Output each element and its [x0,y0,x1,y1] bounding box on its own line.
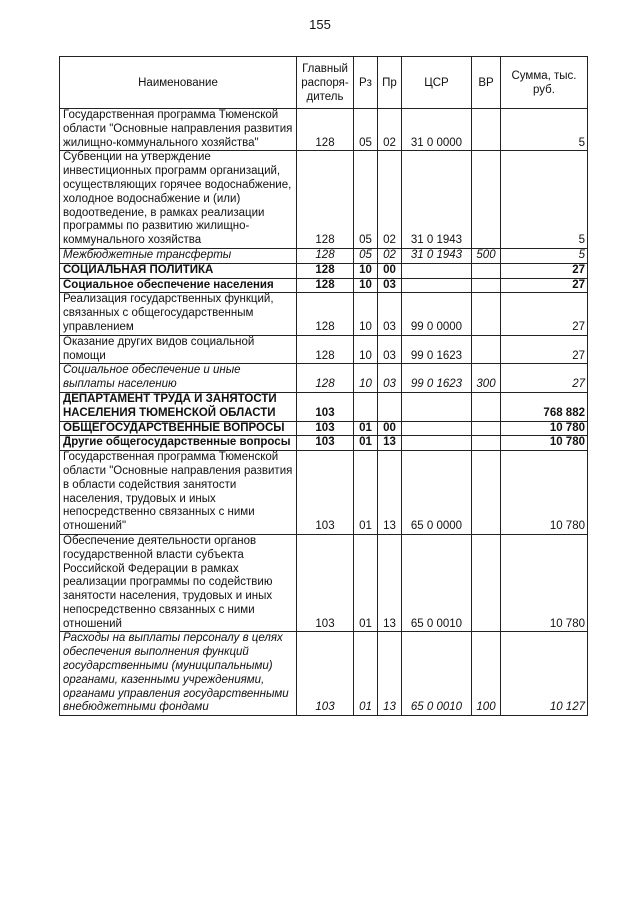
row-chief-administrator: 128 [297,335,354,364]
row-name: Оказание других видов социальной помощи [60,335,297,364]
row-name: Межбюджетные трансферты [60,248,297,263]
row-expense-type [472,263,501,278]
row-subsection [378,392,402,421]
row-expense-type [472,335,501,364]
table-row [60,392,588,421]
row-expense-type [472,278,501,293]
row-chief-administrator: 128 [297,364,354,393]
row-name: Другие общегосударственные вопросы [60,436,297,451]
row-chief-administrator: 128 [297,151,354,249]
table-row [60,436,588,451]
row-expense-type: 300 [472,364,501,393]
row-subsection: 02 [378,248,402,263]
row-expense-type [472,534,501,632]
row-name: Государственная программа Тюменской области "Основные направления развития в области содействия занятости населения, трудовых и иных непосредственно связанных с ними отношений" [60,451,297,535]
row-amount: 10 780 [501,436,588,451]
table-row [60,263,588,278]
table-row [60,293,588,335]
row-target-article: 65 0 0010 [402,632,472,716]
row-section: 05 [354,151,378,249]
row-subsection: 13 [378,632,402,716]
row-subsection: 13 [378,534,402,632]
row-section: 10 [354,278,378,293]
row-expense-type [472,421,501,436]
row-expense-type [472,436,501,451]
row-expense-type [472,293,501,335]
row-amount: 5 [501,109,588,151]
row-target-article: 65 0 0010 [402,534,472,632]
row-chief-administrator: 128 [297,248,354,263]
row-name: СОЦИАЛЬНАЯ ПОЛИТИКА [60,263,297,278]
table-row [60,109,588,151]
row-name: ОБЩЕГОСУДАРСТВЕННЫЕ ВОПРОСЫ [60,421,297,436]
row-section: 01 [354,632,378,716]
row-name: Социальное обеспечение населения [60,278,297,293]
row-subsection: 03 [378,293,402,335]
row-target-article [402,421,472,436]
row-name: Социальное обеспечение и иные выплаты населению [60,364,297,393]
row-subsection: 13 [378,451,402,535]
row-chief-administrator: 103 [297,632,354,716]
row-subsection: 03 [378,364,402,393]
row-chief-administrator: 103 [297,436,354,451]
header-chief-administrator: Главный распоря-дитель [297,57,354,109]
row-target-article [402,436,472,451]
row-amount: 768 882 [501,392,588,421]
row-subsection: 02 [378,109,402,151]
row-subsection: 13 [378,436,402,451]
row-name: Реализация государственных функций, связанных с общегосударственным управлением [60,293,297,335]
header-target-article: ЦСР [402,57,472,109]
budget-table [59,56,588,716]
row-amount: 27 [501,293,588,335]
row-target-article: 99 0 1623 [402,364,472,393]
row-expense-type [472,451,501,535]
row-subsection: 03 [378,335,402,364]
row-amount: 27 [501,263,588,278]
row-name: Расходы на выплаты персоналу в целях обеспечения выполнения функций государственными (муниципальными) органами, казенными учреждениями, органами управления государственными внебюджетными фондами [60,632,297,716]
row-section: 05 [354,248,378,263]
row-target-article: 31 0 1943 [402,151,472,249]
row-name: ДЕПАРТАМЕНТ ТРУДА И ЗАНЯТОСТИ НАСЕЛЕНИЯ ТЮМЕНСКОЙ ОБЛАСТИ [60,392,297,421]
row-chief-administrator: 128 [297,109,354,151]
table-row [60,534,588,632]
row-chief-administrator: 128 [297,278,354,293]
table-header-row [60,57,588,109]
row-amount: 10 127 [501,632,588,716]
row-expense-type: 100 [472,632,501,716]
row-section: 10 [354,335,378,364]
table-row [60,248,588,263]
row-amount: 10 780 [501,534,588,632]
row-section: 05 [354,109,378,151]
row-section: 10 [354,364,378,393]
row-amount: 27 [501,278,588,293]
table-row [60,278,588,293]
row-target-article [402,263,472,278]
table-row [60,632,588,716]
row-section: 01 [354,534,378,632]
row-chief-administrator: 103 [297,534,354,632]
table-row [60,335,588,364]
row-chief-administrator: 128 [297,293,354,335]
row-amount: 10 780 [501,451,588,535]
row-expense-type [472,109,501,151]
row-name: Субвенции на утверждение инвестиционных программ организаций, осуществляющих горячее водоснабжение, холодное водоснабжение и (или) водоотведение, в рамках реализации программы по развитию жилищно-коммунального хозяйства [60,151,297,249]
row-chief-administrator: 103 [297,392,354,421]
row-chief-administrator: 103 [297,421,354,436]
page-number: 155 [309,17,331,32]
row-chief-administrator: 128 [297,263,354,278]
row-subsection: 00 [378,263,402,278]
table-row [60,364,588,393]
header-amount: Сумма, тыс. руб. [501,57,588,109]
row-subsection: 03 [378,278,402,293]
header-name: Наименование [60,57,297,109]
row-target-article [402,278,472,293]
row-section: 10 [354,263,378,278]
row-target-article: 31 0 0000 [402,109,472,151]
table-row [60,451,588,535]
row-target-article: 99 0 1623 [402,335,472,364]
table-row [60,151,588,249]
row-section: 01 [354,451,378,535]
row-amount: 5 [501,248,588,263]
row-subsection: 02 [378,151,402,249]
row-section: 01 [354,421,378,436]
row-section: 01 [354,436,378,451]
row-name: Государственная программа Тюменской области "Основные направления развития жилищно-коммунального хозяйства" [60,109,297,151]
row-amount: 10 780 [501,421,588,436]
table-row [60,421,588,436]
row-section [354,392,378,421]
row-expense-type [472,151,501,249]
row-target-article: 31 0 1943 [402,248,472,263]
row-chief-administrator: 103 [297,451,354,535]
row-target-article [402,392,472,421]
header-expense-type: ВР [472,57,501,109]
row-expense-type [472,392,501,421]
row-section: 10 [354,293,378,335]
row-amount: 5 [501,151,588,249]
header-section: Рз [354,57,378,109]
row-target-article: 99 0 0000 [402,293,472,335]
row-name: Обеспечение деятельности органов государственной власти субъекта Российской Федерации в рамках реализации программы по содействию занятости населения, трудовых и иных непосредственно связанных с ними отношений [60,534,297,632]
row-amount: 27 [501,364,588,393]
row-target-article: 65 0 0000 [402,451,472,535]
header-subsection: Пр [378,57,402,109]
row-amount: 27 [501,335,588,364]
row-subsection: 00 [378,421,402,436]
row-expense-type: 500 [472,248,501,263]
